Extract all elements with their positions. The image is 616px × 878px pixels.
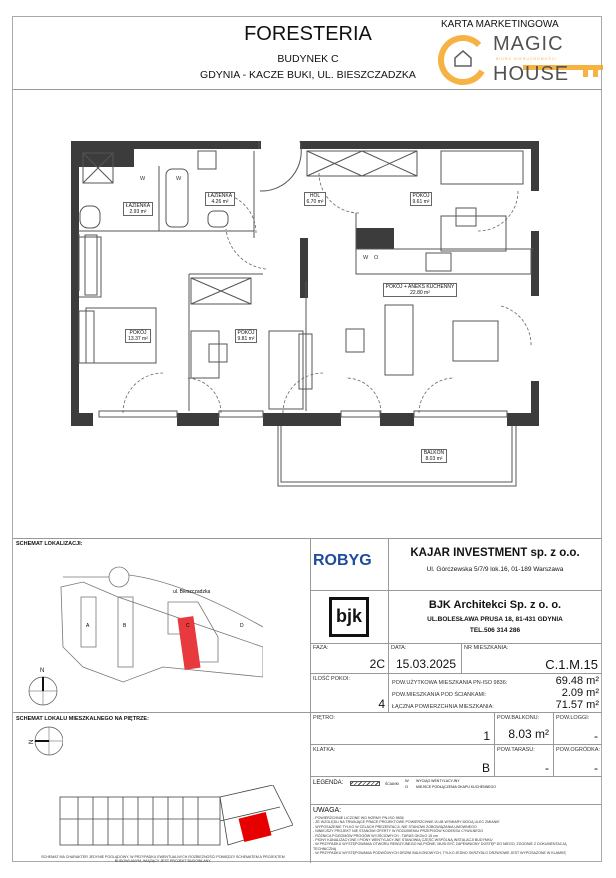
garden-area-label: POW.OGRÓDKA:: [556, 747, 601, 753]
location-title: SCHEMAT LOKALIZACJI:: [16, 541, 83, 547]
apartment-highlight: [239, 812, 272, 842]
floor-plan: [1, 1, 616, 561]
balcony-area-value: 8.03 m²: [508, 727, 549, 741]
legend-o-mark: O: [405, 784, 409, 789]
room-name: ŁAZIENKA: [125, 203, 151, 209]
wall-hatch-swatch: [350, 781, 380, 786]
room-name: HOL: [309, 193, 321, 199]
room-label: [275, 192, 355, 206]
under-slope-area-value: 2.09 m²: [561, 687, 599, 699]
room-label: [180, 192, 260, 206]
floor-scheme-map: [48, 785, 293, 857]
investor-name: KAJAR INVESTMENT sp. z o.o.: [410, 547, 580, 559]
room-label: [381, 192, 461, 206]
note-item: - WYPOSAŻENIE TYLKO W CELACH PREZENTACJI, NIE STANOWI ZOBOWIĄZANIA UMOWNEGO: [313, 824, 477, 829]
legend-wall: ŚCIANKI: [385, 782, 400, 786]
legend-w-mark: W: [405, 778, 409, 783]
room-name: POKÓJ + ANEKS KUCHENNY: [385, 284, 455, 290]
floor-scheme-title: SCHEMAT LOKALU MIESZKALNEGO NA PIĘTRZE:: [16, 716, 149, 722]
address-label: GDYNIA - KACZE BUKI, UL. BIESZCZADZKA: [200, 69, 416, 81]
terrace-area-value: -: [545, 761, 549, 775]
total-area-value: 71.57 m²: [555, 699, 599, 711]
note-item: - ZE WZGLĘDU NA TRWAJĄCE PRACE PROJEKTOWE POWIERZCHNIE I/LUB WYMIARY MOGĄ ULEC ZMIANIE: [313, 820, 500, 825]
usable-area-label: POW.UŻYTKOWA MIESZKANIA PN-ISO 9836:: [392, 680, 508, 686]
architect-name: BJK Architekci Sp. z o. o.: [428, 599, 562, 611]
room-label: [98, 202, 178, 216]
watermark-tagline: BIURO NIERUCHOMOŚCI: [496, 57, 558, 61]
compass-icon: [27, 675, 59, 707]
floor-north-label: N: [29, 739, 35, 744]
investor-address: Ul. Górczewska 5/7/9 lok.16, 01-189 Warszawa: [426, 566, 564, 573]
door-swings: [123, 173, 531, 413]
building-b-label: B: [123, 623, 127, 629]
vent-mark: W: [140, 176, 146, 182]
compass-icon: [27, 725, 63, 759]
apartment-number: C.1.M.15: [545, 657, 598, 672]
date-label: DATA:: [391, 645, 407, 651]
rooms-label: ILOŚĆ POKOI:: [313, 676, 350, 682]
room-label: [394, 449, 474, 463]
room-name: POKÓJ: [412, 193, 430, 199]
room-label: [206, 329, 286, 343]
room-label: [380, 283, 460, 297]
notes-title: UWAGA:: [313, 807, 342, 814]
room-label: [98, 329, 178, 343]
note-item: - PIONY KANALIZACYJNE I PIONY WENTYLACYJNE STANOWIĄ CZĘŚĆ WSPÓLNĄ INSTALACJI BUDYNKU: [313, 838, 493, 843]
note-item: - POWIERZCHNIE LICZONE WG NORMY PN-ISO 9836: [313, 816, 404, 820]
floor-scheme-note: SCHEMAT MA CHARAKTER JEDYNIE POGLĄDOWY, W PRZYPADKU EWENTUALNYCH ROZBIEŻNOŚCI POMIĘDZY SCHEMATEM A PROJEKTEM BUDOWLANYM, WIĄŻĄCY JEST PROJEKT BUDOWLANY.: [41, 855, 285, 864]
garden-area-value: -: [594, 761, 598, 775]
room-name: POKÓJ: [129, 330, 147, 336]
legend-w-text: WYCIĄG WENTYLACYJNY: [416, 779, 460, 783]
loggia-area-value: -: [594, 729, 598, 743]
building-a-label: A: [86, 623, 90, 629]
building-c-label: C: [186, 623, 190, 629]
vent-mark: W: [176, 176, 182, 182]
floor-label: PIĘTRO:: [313, 715, 336, 721]
marketing-card: [12, 16, 602, 862]
notes-list: [313, 816, 573, 856]
watermark-line2: HOUSE: [493, 63, 570, 85]
robyg-logo: ROBYG: [313, 552, 372, 569]
building-label: BUDYNEK C: [277, 53, 339, 65]
location-map: [23, 557, 263, 687]
room-area: 4.26 m²: [211, 199, 229, 205]
card-type-label: KARTA MARKETINGOWA: [441, 19, 559, 30]
faza-label: FAZA:: [313, 645, 329, 651]
street-label: ul. Bieszczadzka: [173, 589, 211, 595]
staircase-value: B: [481, 761, 490, 775]
room-area: 8.03 m²: [425, 456, 443, 462]
rooms-value: 4: [378, 697, 385, 711]
under-slope-area-label: POW.MIESZKANIA POD ŚCIANKAMI:: [392, 692, 487, 698]
legend-o-text: MIEJSCE PODŁĄCZENIA OKAPU KUCHENNEGO: [416, 785, 496, 789]
architect-phone: TEL.506 314 286: [469, 627, 521, 634]
building-d-label: D: [240, 623, 244, 629]
room-area: 9.61 m²: [412, 199, 430, 205]
total-area-label: ŁĄCZNA POWIERZCHNIA MIESZKANIA:: [392, 704, 494, 710]
vent-mark: W: [363, 255, 369, 261]
project-title: FORESTERIA: [244, 23, 372, 45]
note-item: - RÓŻNICA POZIOMÓW PROGÓW WYJŚCIOWYCH - TARAS OKOŁO 15 cm: [313, 833, 439, 838]
room-name: ŁAZIENKA: [207, 193, 233, 199]
usable-area-value: 69.48 m²: [555, 675, 599, 687]
note-item: - W PRZYPADKU WYSTĘPOWANIA PODWÓJNYCH DRZWI BALKONOWYCH, TYLKO JEDNO SKRZYDŁO DRZWIOWE JEST WYPOSAŻONE W KLAMKĘ: [313, 851, 566, 856]
room-area: 9.81 m²: [237, 336, 255, 342]
room-name: BALKON: [423, 450, 445, 456]
note-item: - NINIEJSZY PROJEKT NIE STANOWI OFERTY W ROZUMIENIU PRZEPISÓW KODEKSU CYWILNEGO: [313, 829, 484, 834]
note-item: - W PRZYPADKU WYSTĘPOWANIA OTWORU REWIZYJNEGO NA PIONIE, MUSI BYĆ ZAPEWNIONY DOSTĘP DO NIEGO, ZGODNIE Z DOKUMENTACJĄ TECHNICZNĄ: [313, 842, 567, 851]
loggia-area-label: POW.LOGGI:: [556, 715, 590, 721]
watermark-line1: MAGIC: [493, 33, 564, 55]
date-value: 15.03.2025: [395, 657, 457, 671]
room-area: 22.80 m²: [410, 290, 430, 296]
room-name: POKÓJ: [237, 330, 255, 336]
room-area: 2.93 m²: [129, 209, 147, 215]
balcony-area-label: POW.BALKONU:: [497, 715, 540, 721]
apartment-number-label: NR MIESZKANIA:: [464, 645, 509, 651]
staircase-label: KLATKA:: [313, 747, 336, 753]
bjk-logo: bjk: [329, 597, 369, 637]
terrace-area-label: POW.TARASU:: [497, 747, 535, 753]
room-area: 6.70 m²: [306, 199, 324, 205]
floor-value: 1: [483, 729, 490, 743]
architect-address: UL.BOLESŁAWA PRUSA 18, 81-431 GDYNIA: [427, 616, 563, 623]
hood-mark: O: [374, 255, 379, 261]
faza-value: 2C: [369, 657, 385, 671]
north-label: N: [40, 668, 45, 674]
room-area: 13.37 m²: [128, 336, 148, 342]
legend-label: LEGENDA:: [313, 780, 344, 786]
